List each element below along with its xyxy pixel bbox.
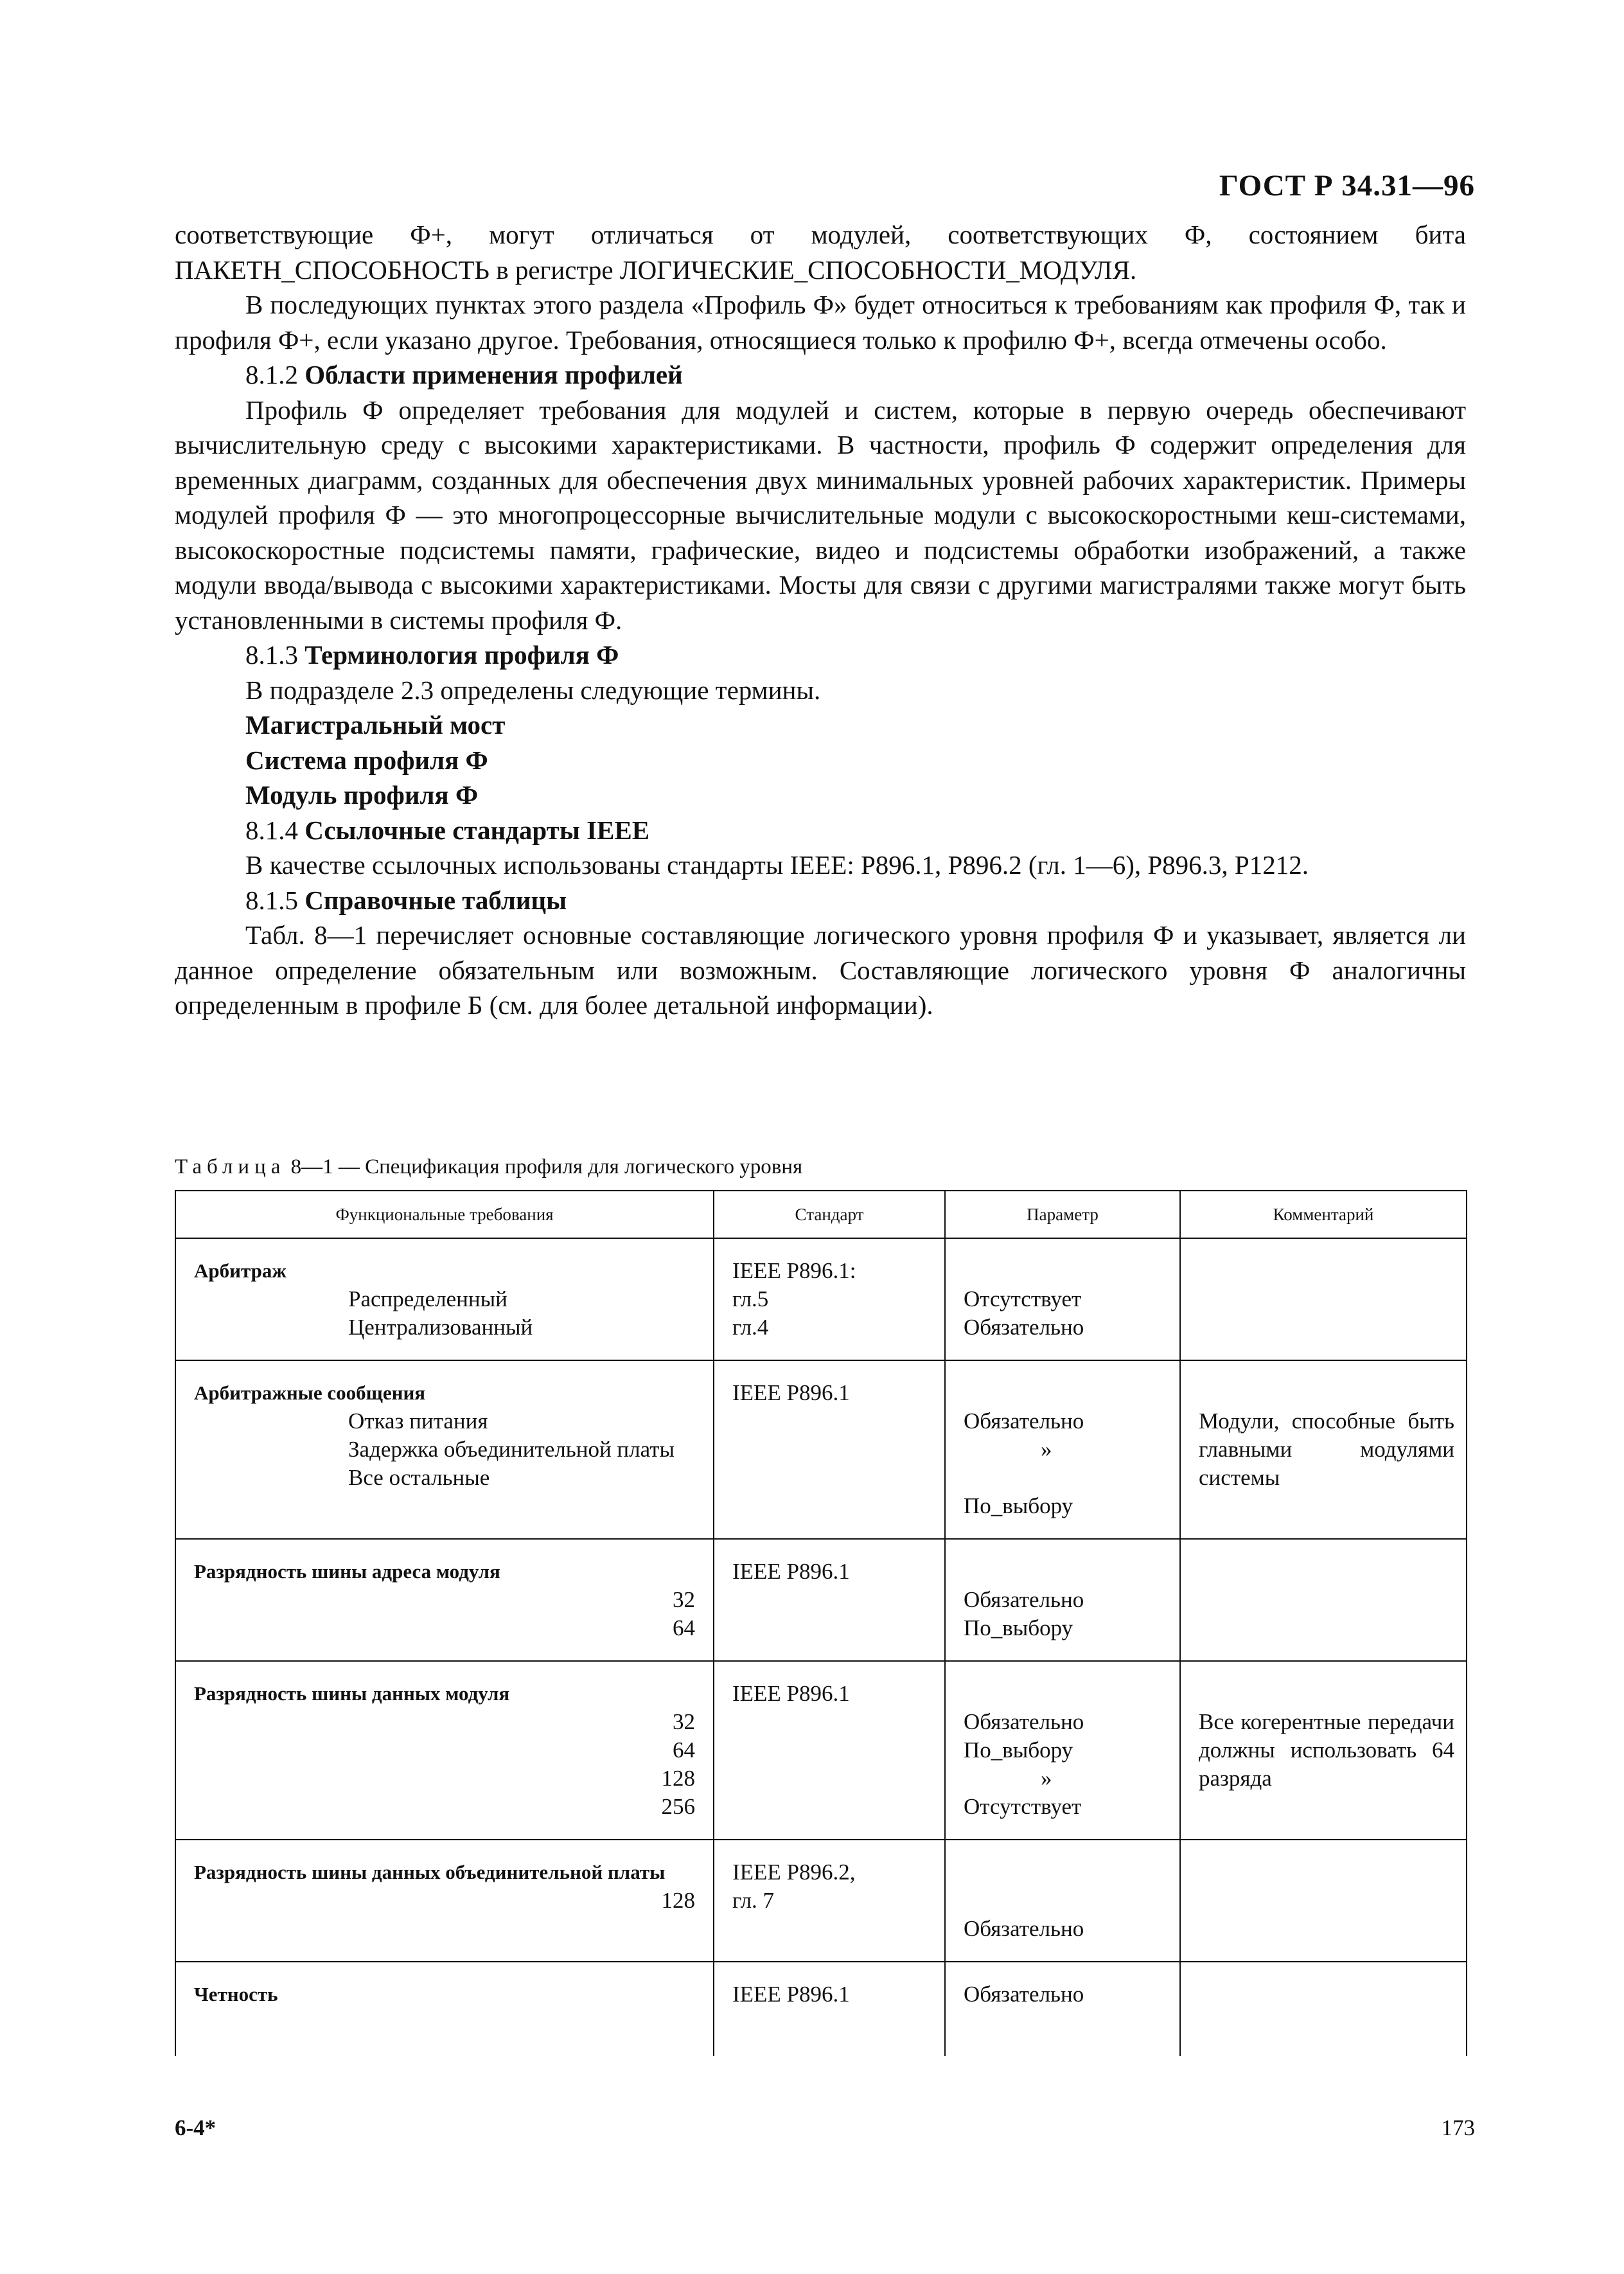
section-heading-8-1-5 <box>175 883 1466 918</box>
section-heading-8-1-2 <box>175 357 1466 393</box>
term-profile-system: Система профиля Ф <box>245 745 488 775</box>
paragraph-6: Табл. 8—1 перечисляет основные составляющие логического уровня профиля Ф и указывает, является ли данное определение обязательным или возможным. Составляющие логического уровня Ф аналогичны определенным в профиле Б (см. для более детальной информации). <box>175 920 1466 1020</box>
table-row <box>175 1962 1467 2056</box>
paragraph-2: В последующих пунктах этого раздела «Профиль Ф» будет относиться к требованиям как профиля Ф, так и профиля Ф+, если указано другое. Требования, относящиеся только к профилю Ф+, всегда отмечены особо. <box>175 290 1466 355</box>
standard-line: IEEE Р896.1 <box>732 1559 850 1584</box>
header-standard: Стандарт <box>714 1191 945 1238</box>
standard-cell <box>714 1840 945 1962</box>
table-caption-label: Таблица <box>175 1155 286 1178</box>
parameter-cell <box>945 1360 1180 1539</box>
requirement-item: Распределенный <box>348 1286 508 1311</box>
paragraph-1: соответствующие Ф+, могут отличаться от модулей, соответствующих Ф, состоянием бита ПАКЕТН_СПОСОБНОСТЬ в регистре ЛОГИЧЕСКИЕ_СПОСОБНОСТИ_МОДУЛЯ. <box>175 220 1466 285</box>
parameter-value: Обязательно <box>964 1587 1084 1612</box>
section-number: 8.1.5 <box>245 885 298 915</box>
term-backplane-bridge: Магистральный мост <box>245 710 506 740</box>
comment-text: Все когерентные передачи должны использовать 64 разряда <box>1199 1709 1454 1791</box>
requirement-item: 128 <box>661 1888 695 1913</box>
parameter-value: По_выбору <box>964 1737 1073 1763</box>
parameter-value: По_выбору <box>964 1493 1073 1518</box>
requirement-cell <box>175 1840 714 1962</box>
spec-table <box>175 1190 1467 2056</box>
parameter-value: Отсутствует <box>964 1286 1082 1311</box>
standard-line: IEEE Р896.1 <box>732 1982 850 2007</box>
requirement-item: Задержка объединительной платы <box>348 1437 675 1462</box>
requirement-item: 128 <box>661 1766 695 1791</box>
parameter-value: Обязательно <box>964 1315 1084 1340</box>
document-standard-number: ГОСТ Р 34.31—96 <box>1219 169 1475 202</box>
table-row <box>175 1238 1467 1360</box>
header-functional-requirements: Функциональные требования <box>175 1191 714 1238</box>
section-number: 8.1.4 <box>245 815 298 845</box>
section-heading-8-1-4 <box>175 813 1466 848</box>
parameter-cell <box>945 1962 1180 2056</box>
requirement-item: 64 <box>673 1737 695 1763</box>
parameter-cell <box>945 1539 1180 1661</box>
requirement-item: 64 <box>673 1615 695 1640</box>
standard-cell <box>714 1238 945 1360</box>
parameter-value: Обязательно <box>964 1408 1084 1434</box>
standard-cell <box>714 1360 945 1539</box>
standard-line: гл.4 <box>732 1315 769 1340</box>
header-comment: Комментарий <box>1180 1191 1467 1238</box>
table-caption <box>175 1155 802 1179</box>
header-parameter: Параметр <box>945 1191 1180 1238</box>
section-title: Ссылочные стандарты IEEE <box>304 815 650 845</box>
parameter-value: По_выбору <box>964 1615 1073 1640</box>
paragraph-4: В подразделе 2.3 определены следующие термины. <box>245 675 821 705</box>
parameter-value: Обязательно <box>964 1982 1084 2007</box>
comment-cell <box>1180 1360 1467 1539</box>
standard-line: гл. 7 <box>732 1888 775 1913</box>
requirement-cell <box>175 1238 714 1360</box>
requirement-item: 256 <box>661 1794 695 1819</box>
section-title: Терминология профиля Ф <box>304 640 619 670</box>
body-text <box>175 217 1466 1023</box>
table-row <box>175 1661 1467 1840</box>
standard-cell <box>714 1962 945 2056</box>
parameter-value: » <box>1041 1766 1052 1791</box>
parameter-value: Отсутствует <box>964 1794 1082 1819</box>
section-number: 8.1.3 <box>245 640 298 670</box>
comment-text: Модули, способные быть главными модулями системы <box>1199 1408 1454 1490</box>
requirement-item: Централизованный <box>348 1315 533 1340</box>
table-caption-text: 8—1 — Спецификация профиля для логического уровня <box>290 1155 803 1178</box>
requirement-item: 32 <box>673 1709 695 1734</box>
requirement-group: Арбитраж <box>194 1259 287 1282</box>
parameter-cell <box>945 1840 1180 1962</box>
parameter-cell <box>945 1661 1180 1840</box>
requirement-cell <box>175 1360 714 1539</box>
standard-cell <box>714 1661 945 1840</box>
section-heading-8-1-3 <box>175 637 1466 673</box>
parameter-value: Обязательно <box>964 1916 1084 1941</box>
parameter-cell <box>945 1238 1180 1360</box>
requirement-cell <box>175 1962 714 2056</box>
standard-line: IEEE Р896.1: <box>732 1258 856 1283</box>
footer-signature: 6-4* <box>175 2115 216 2140</box>
requirement-group: Разрядность шины адреса модуля <box>194 1560 500 1583</box>
paragraph-5: В качестве ссылочных использованы стандарты IEEE: Р896.1, Р896.2 (гл. 1—6), Р896.3, Р1212. <box>245 850 1309 880</box>
comment-cell <box>1180 1539 1467 1661</box>
table-row <box>175 1360 1467 1539</box>
requirement-item: 32 <box>673 1587 695 1612</box>
requirement-group: Четность <box>194 1983 278 2005</box>
page-number: 173 <box>1441 2115 1475 2140</box>
section-title: Справочные таблицы <box>304 885 567 915</box>
table-row <box>175 1539 1467 1661</box>
parameter-value: » <box>1041 1437 1052 1462</box>
requirement-cell <box>175 1539 714 1661</box>
requirement-group: Арбитражные сообщения <box>194 1381 426 1404</box>
section-number: 8.1.2 <box>245 360 298 389</box>
standard-line: гл.5 <box>732 1286 769 1311</box>
comment-cell <box>1180 1840 1467 1962</box>
requirement-cell <box>175 1661 714 1840</box>
standard-line: IEEE Р896.1 <box>732 1380 850 1405</box>
table-header-row <box>175 1191 1467 1238</box>
parameter-value: Обязательно <box>964 1709 1084 1734</box>
standard-cell <box>714 1539 945 1661</box>
section-title: Области применения профилей <box>304 360 683 389</box>
table-row <box>175 1840 1467 1962</box>
standard-line: IEEE Р896.1 <box>732 1681 850 1706</box>
requirement-item: Отказ питания <box>348 1408 488 1434</box>
standard-line: IEEE Р896.2, <box>732 1860 856 1885</box>
comment-cell <box>1180 1661 1467 1840</box>
term-profile-module: Модуль профиля Ф <box>245 780 479 810</box>
requirement-group: Разрядность шины данных объединительной платы <box>194 1861 666 1883</box>
paragraph-3: Профиль Ф определяет требования для модулей и систем, которые в первую очередь обеспечивают вычислительную среду с высокими характеристиками. В частности, профиль Ф содержит определения для временных диаграмм, созданных для обеспечения двух минимальных уровней рабочих характеристик. Примеры модулей профиля Ф — это многопроцессорные вычислительные модули с высокоскоростными кеш-системами, высокоскоростные подсистемы памяти, графические, видео и подсистемы обработки изображений, а также модули ввода/вывода с высокими характеристиками. Мосты для связи с другими магистралями также могут быть установленными в системы профиля Ф. <box>175 395 1466 635</box>
comment-cell <box>1180 1962 1467 2056</box>
requirement-group: Разрядность шины данных модуля <box>194 1682 510 1705</box>
requirement-item: Все остальные <box>348 1465 490 1490</box>
comment-cell <box>1180 1238 1467 1360</box>
